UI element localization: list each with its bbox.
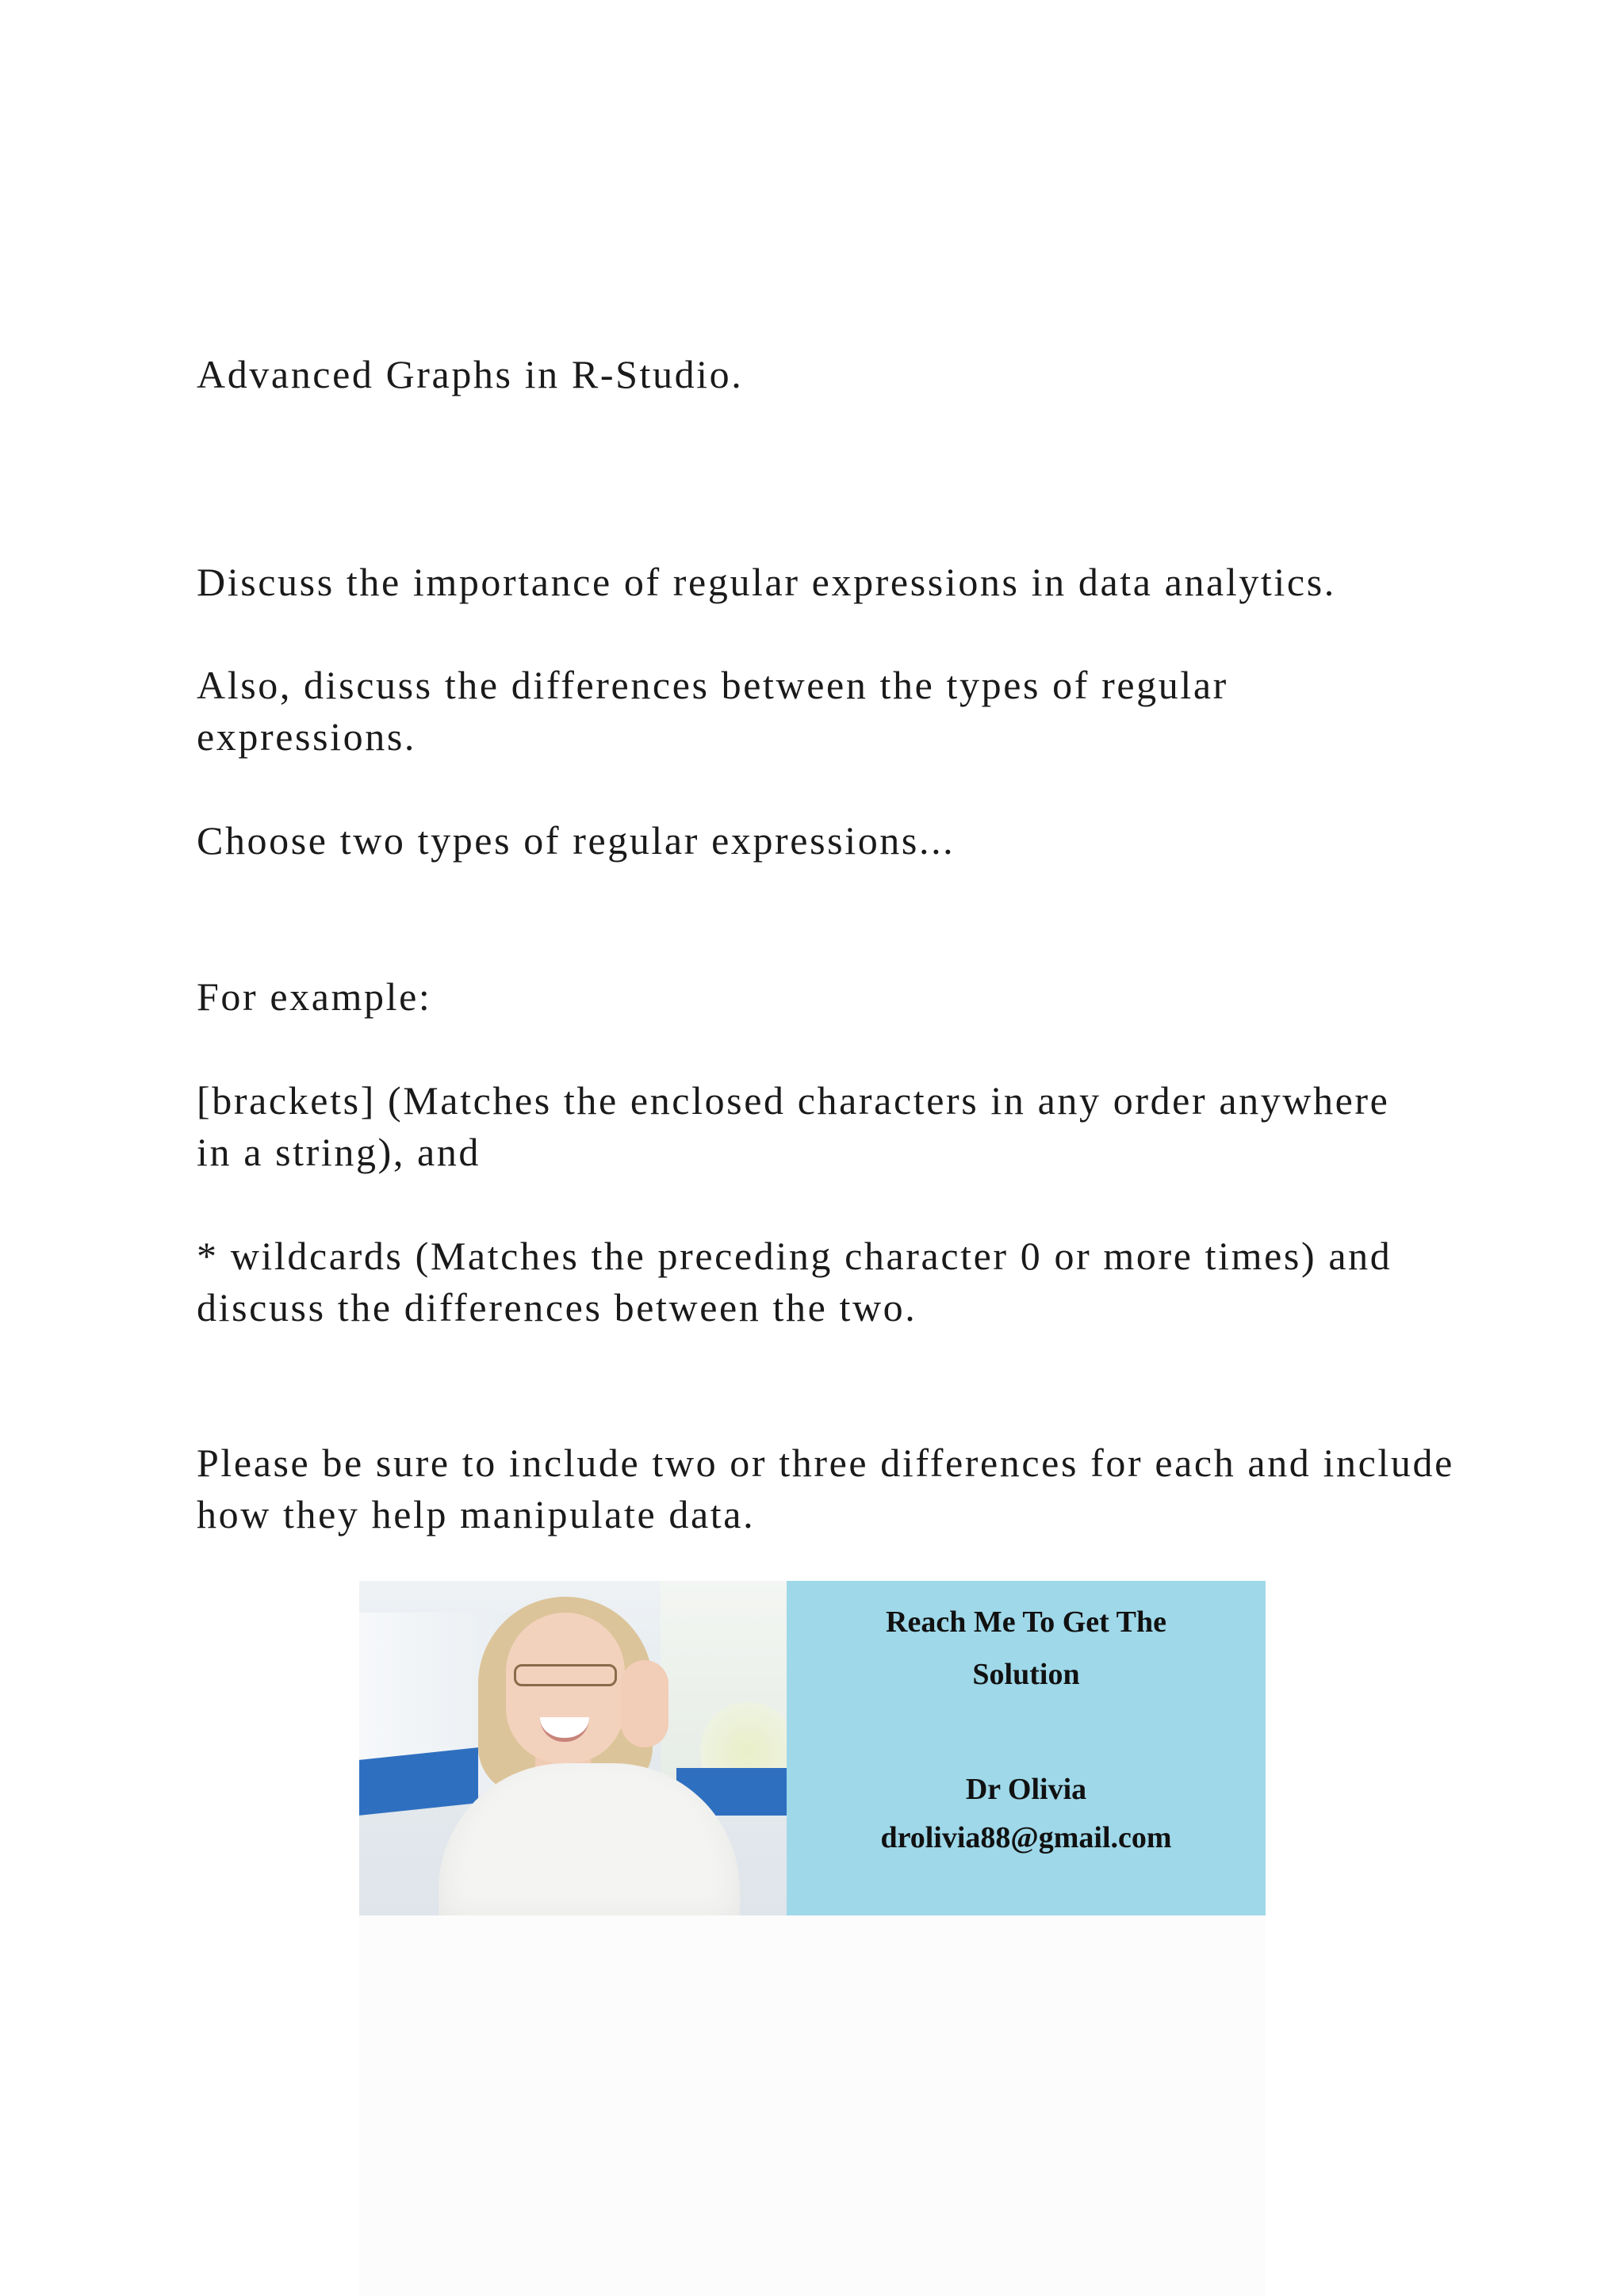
paragraph-brackets: [brackets] (Matches the enclosed characters in any order anywhere in a string), and bbox=[197, 1078, 1402, 1174]
paragraph-importance: Discuss the importance of regular expressions in data analytics. bbox=[197, 560, 1336, 604]
blank-image-area bbox=[359, 1915, 1266, 2296]
banner-info-panel bbox=[787, 1581, 1266, 1915]
advert-banner bbox=[359, 1581, 1266, 1915]
document-title: Advanced Graphs in R-Studio. bbox=[197, 352, 744, 396]
paragraph-for-example: For example: bbox=[197, 974, 432, 1019]
banner-photo bbox=[359, 1581, 787, 1915]
contact-email[interactable]: drolivia88@gmail.com bbox=[880, 1821, 1172, 1854]
blue-chair-left bbox=[359, 1747, 478, 1816]
paragraph-wildcards: * wildcards (Matches the preceding character 0 or more times) and discuss the differences between the two. bbox=[197, 1234, 1404, 1330]
paragraph-differences: Also, discuss the differences between the types of regular expressions. bbox=[197, 663, 1241, 759]
paragraph-choose-two: Choose two types of regular expressions... bbox=[197, 818, 956, 863]
glasses-icon bbox=[514, 1664, 617, 1686]
banner-headline-line2: Solution bbox=[972, 1658, 1080, 1691]
person-hand bbox=[621, 1660, 668, 1747]
paragraph-instructions: Please be sure to include two or three differences for each and include how they help manipulate data. bbox=[197, 1441, 1466, 1536]
contact-name: Dr Olivia bbox=[965, 1773, 1087, 1806]
banner-headline-line1: Reach Me To Get The bbox=[886, 1605, 1166, 1639]
